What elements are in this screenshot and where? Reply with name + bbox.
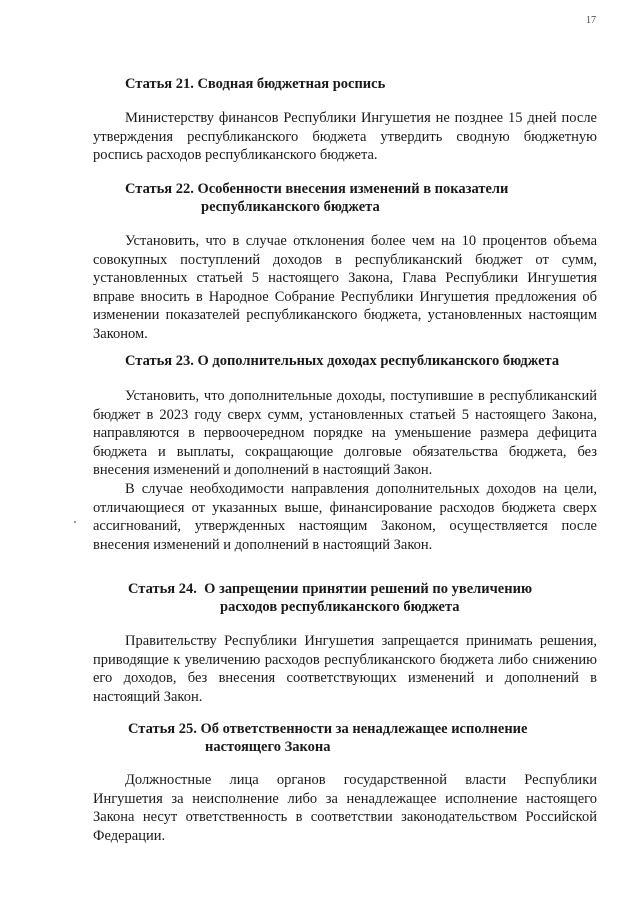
article-22-title-text: Статья 22. Особенности внесения изменений в показатели bbox=[125, 181, 509, 197]
article-21-title bbox=[125, 75, 385, 93]
article-23-title-text: Статья 23. О дополнительных доходах республиканского бюджета bbox=[125, 353, 560, 369]
article-22-paragraph-1: Установить, что в случае отклонения более чем на 10 процентов объема совокупных поступлений доходов в республиканский бюджет от сумм, установленных статьей 5 настоящего Закона, Глава Республики Ингушетия вправе вносить в Народное Собрание Республики Ингушетия предложения об изменении показателей республиканского бюджета, установленных настоящим Законом. bbox=[93, 233, 597, 342]
article-21-body bbox=[93, 109, 597, 165]
article-24-body bbox=[93, 632, 597, 706]
page-number: 17 bbox=[586, 15, 596, 26]
article-23-paragraph-1: Установить, что дополнительные доходы, поступившие в республиканский бюджет в 2023 году сверх сумм, установленных статьей 5 настоящего Закона, направляются в первоочередном порядке на уменьшение размера дефицита бюджета и выплаты, сокращающие долговые обязательства бюджета, без внесения изменений и дополнений в настоящий Закон. bbox=[93, 388, 597, 479]
article-24-paragraph-1: Правительству Республики Ингушетия запрещается принимать решения, приводящие к увеличению расходов республиканского бюджета либо снижению его доходов, без внесения соответствующих изменений и дополнений в настоящий Закон. bbox=[93, 633, 597, 705]
article-25-title-line2: настоящего Закона bbox=[205, 739, 331, 755]
article-25-paragraph-1: Должностные лица органов государственной власти Республики Ингушетия за неисполнение либо за ненадлежащее исполнение настоящего Закона несут ответственность в соответствии законодательством Российской Федерации. bbox=[93, 772, 597, 844]
article-24-title-text: Статья 24. О запрещении принятии решений по увеличению bbox=[128, 581, 533, 597]
article-24-title-line2: расходов республиканского бюджета bbox=[220, 599, 460, 615]
article-25-title bbox=[128, 720, 527, 756]
scan-artifact bbox=[74, 521, 76, 523]
article-25-body bbox=[93, 771, 597, 845]
article-23-paragraph-2: В случае необходимости направления дополнительных доходов на цели, отличающиеся от указанных выше, финансирование расходов бюджета сверх ассигнований, утвержденных настоящим Законом, осуществляется после внесения изменений и дополнений в настоящий Закон. bbox=[93, 480, 597, 553]
article-22-body bbox=[93, 232, 597, 344]
article-23-title bbox=[125, 352, 559, 370]
article-21-title-text: Статья 21. Сводная бюджетная роспись bbox=[125, 76, 386, 92]
article-24-title bbox=[128, 580, 598, 616]
article-22-title-line2: республиканского бюджета bbox=[201, 199, 380, 215]
article-21-paragraph-1: Министерству финансов Республики Ингушетия не позднее 15 дней после утверждения республиканского бюджета утвердить сводную бюджетную роспись расходов республиканского бюджета. bbox=[93, 110, 597, 164]
article-25-title-text: Статья 25. Об ответственности за ненадлежащее исполнение bbox=[128, 721, 528, 737]
article-23-body bbox=[93, 387, 597, 554]
article-22-title bbox=[125, 180, 508, 216]
